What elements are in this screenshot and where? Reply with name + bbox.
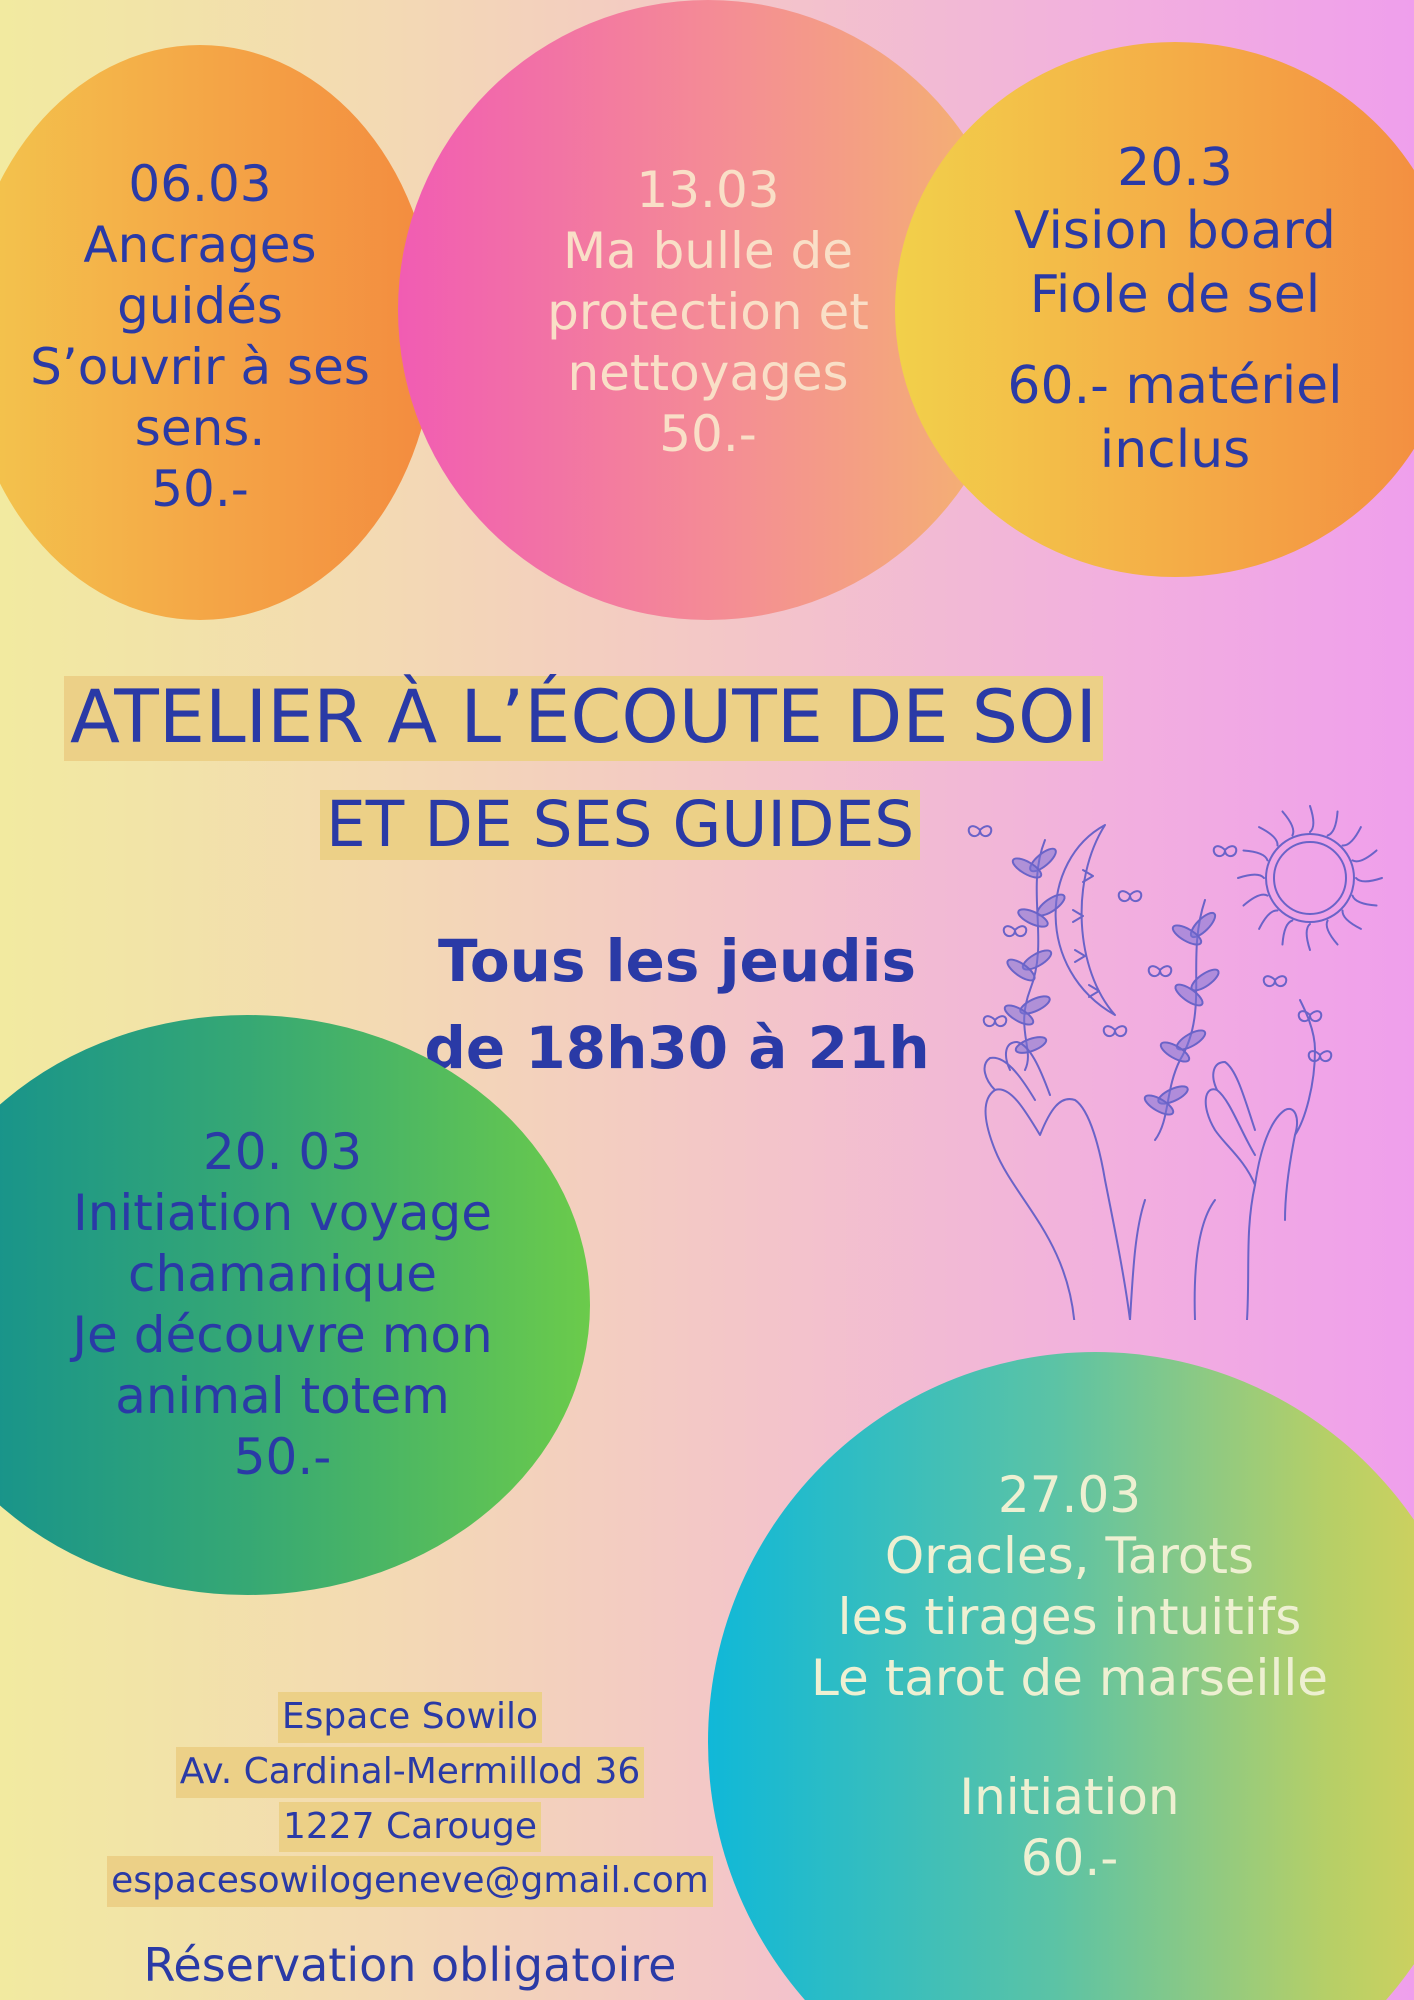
circle-price: 50.- — [233, 1428, 332, 1486]
circle-text: Le tarot de marseille — [811, 1649, 1328, 1707]
circle-text: chamanique — [128, 1245, 437, 1303]
circle-price: 50.- — [659, 404, 757, 463]
circle-price: 50.- — [151, 459, 249, 518]
schedule-hours: de 18h30 à 21h — [424, 1014, 930, 1082]
workshop-circle-0603 — [0, 45, 435, 620]
flower-vine-left-icon — [1002, 840, 1067, 1070]
circle-text: Ancrages — [83, 215, 317, 274]
hands-moon-sun-illustration — [955, 800, 1395, 1320]
workshop-circle-2703 — [708, 1352, 1414, 2000]
circle-text: guidés — [117, 276, 283, 335]
circle-text: nettoyages — [567, 343, 849, 402]
circle-text: Fiole de sel — [1029, 264, 1321, 325]
workshop-circle-203 — [895, 42, 1414, 577]
schedule — [412, 918, 942, 1092]
circle-text: S’ouvrir à ses — [30, 337, 370, 396]
circle-text: Initiation — [959, 1768, 1180, 1826]
venue-city: 1227 Carouge — [279, 1802, 541, 1853]
circle-text: Initiation voyage — [72, 1184, 493, 1242]
circle-date: 27.03 — [997, 1466, 1142, 1524]
circle-text: Je découvre mon — [72, 1306, 493, 1364]
circle-text: Oracles, Tarots — [884, 1527, 1255, 1585]
circle-price: 60.- matériel — [1007, 356, 1343, 417]
schedule-days: Tous les jeudis — [437, 927, 917, 995]
page-subtitle: ET DE SES GUIDES — [320, 790, 920, 860]
circle-date: 13.03 — [636, 160, 780, 219]
spacer — [811, 1709, 1328, 1767]
circle-content — [811, 1465, 1328, 1889]
flower-vine-right-icon — [1142, 900, 1221, 1140]
circle-date: 06.03 — [128, 154, 272, 213]
circle-text: inclus — [1099, 419, 1251, 480]
circle-text: Vision board — [1014, 201, 1336, 262]
venue-email: espacesowilogeneve@gmail.com — [107, 1856, 713, 1907]
circle-price: 60.- — [1020, 1829, 1119, 1887]
venue-address — [60, 1690, 760, 1909]
circle-text: protection et — [547, 282, 869, 341]
circle-text: les tirages intuitifs — [837, 1588, 1302, 1646]
sun-icon — [1238, 806, 1382, 950]
circle-text: Ma bulle de — [562, 221, 854, 280]
page-title: ATELIER À L’ÉCOUTE DE SOI — [64, 676, 1103, 761]
workshop-circle-2003 — [0, 1015, 590, 1595]
reservation-note: Réservation obligatoire — [143, 1938, 677, 1992]
venue-name: Espace Sowilo — [278, 1692, 542, 1743]
circle-date: 20. 03 — [202, 1123, 363, 1181]
circle-date: 20.3 — [1117, 137, 1233, 198]
crescent-moon-icon — [1056, 825, 1115, 1015]
circle-text: animal totem — [115, 1367, 450, 1425]
venue-street: Av. Cardinal-Mermillod 36 — [176, 1747, 645, 1798]
circle-text: sens. — [134, 398, 266, 457]
